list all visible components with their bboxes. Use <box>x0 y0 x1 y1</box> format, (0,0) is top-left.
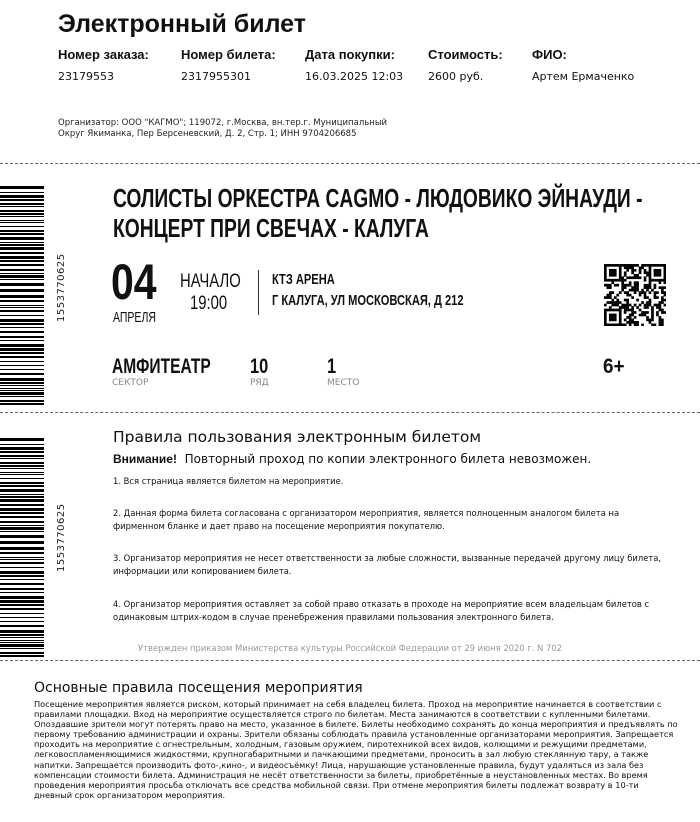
barcode-number-bottom: 1553770625 <box>56 503 67 572</box>
price-label: Стоимость: <box>428 47 503 62</box>
order-number-label: Номер заказа: <box>58 47 149 62</box>
fio-label: ФИО: <box>532 47 567 62</box>
row-label: РЯД <box>250 378 269 388</box>
visit-rules-title: Основные правила посещения мероприятия <box>34 680 363 696</box>
barcode-top <box>0 186 44 406</box>
sector-label: СЕКТОР <box>112 378 149 388</box>
start-time: 19:00 <box>190 293 228 314</box>
order-number-value: 23179553 <box>58 70 114 83</box>
ticket-number-label: Номер билета: <box>181 47 276 62</box>
start-label: НАЧАЛО <box>180 271 241 292</box>
ticket-title: Электронный билет <box>58 10 306 38</box>
event-title-line2: КОНЦЕРТ ПРИ СВЕЧАХ - КАЛУГА <box>113 213 429 243</box>
rule-item-3: 3. Организатор мероприятия не несет ответственности за любые сложности, вызванные передачей другому лицу билета, информации или копированием билета. <box>113 553 662 576</box>
ticket-number-value: 2317955301 <box>181 70 251 83</box>
warning-text: Повторный проход по копии электронного билета невозможен. <box>184 452 592 466</box>
price-value: 2600 руб. <box>428 70 484 83</box>
row-value: 10 <box>250 355 269 378</box>
purchase-date-value: 16.03.2025 12:03 <box>305 70 404 83</box>
place-value: 1 <box>327 355 337 378</box>
venue-divider <box>258 270 259 315</box>
purchase-date-label: Дата покупки: <box>305 47 395 62</box>
barcode-bottom <box>0 438 44 658</box>
fio-value: Артем Ермаченко <box>532 70 635 83</box>
event-day: 04 <box>111 254 157 310</box>
rules-title: Правила пользования электронным билетом <box>113 428 482 446</box>
rules-warning <box>113 452 591 466</box>
venue-name: КТЗ АРЕНА <box>272 271 335 288</box>
attention-label: Внимание! <box>113 452 177 466</box>
organizer-info: Организатор: ООО "КАГМО"; 119072, г.Москва, вн.тер.г. Муниципальный Округ Якиманка, Пер Берсеневский, Д. 2, Стр. 1; ИНН 9704206685 <box>58 118 388 139</box>
divider <box>0 163 700 164</box>
qr-code <box>604 264 666 330</box>
barcode-number-top: 1553770625 <box>56 253 67 322</box>
visit-rules-text: Посещение мероприятия является риском, который принимает на себя владелец билета. Проход на мероприятие начинается в соответствии с правилами площадки. Вход на мероприятие осуществляется строго по билетам. Места занимаются в соответствии с купленными билетами. Опоздавшие зрители могут потерять право на место, указанное в билете. Билеты необходимо сохранять до конца мероприятия и предъявлять по первому требованию администрации и охраны. Зрители обязаны соблюдать правила установленные организаторами мероприятия. Запрещается проходить на мероприятие с огнестрельным, холодным, газовым оружием, пиротехникой всех видов, колющими и режущими предметами, легковоспламеняющимися жидкостями, крупногабаритными и пачкающими предметами, проносить в зал любую стеклянную тару, а также напитки. Запрещается производить фото-,кино-, и видеосъёмку! Лица, нарушающие установленные правила, будут удаляться из зала без компенсации стоимости билета. Администрация не несёт ответственности за билеты, приобретённые в неустановленных местах. Во время проведения мероприятия просьба отключать все средства мобильной связи. При отмене мероприятия билеты подлежат возврату в 10-ти дневный срок организатором мероприятия. <box>34 699 678 800</box>
divider <box>0 412 700 413</box>
age-rating: 6+ <box>603 355 625 378</box>
divider <box>0 660 700 661</box>
rule-item-4: 4. Организатор мероприятия оставляет за собой право отказать в проходе на мероприятие всем владельцам билетов с одинаковым штрих-кодом в случае пренебрежения правилами пользования электронного билета. <box>113 599 650 622</box>
event-title-line1: СОЛИСТЫ ОРКЕСТРА CAGMO - ЛЮДОВИКО ЭЙНАУДИ - <box>113 183 643 213</box>
place-label: МЕСТО <box>327 378 360 388</box>
event-month: АПРЕЛЯ <box>113 309 156 326</box>
venue-address: Г КАЛУГА, УЛ МОСКОВСКАЯ, Д 212 <box>272 292 464 309</box>
rule-item-1: 1. Вся страница является билетом на мероприятие. <box>113 476 344 486</box>
sector-value: АМФИТЕАТР <box>112 355 211 378</box>
approval-note: Утвержден приказом Министерства культуры Российской Федерации от 29 июня 2020 г. N 702 <box>138 643 562 653</box>
rule-item-2: 2. Данная форма билета согласована с организатором мероприятия, является полноценным аналогом билета на фирменном бланке и дает право на посещение мероприятия покупателю. <box>113 508 620 531</box>
